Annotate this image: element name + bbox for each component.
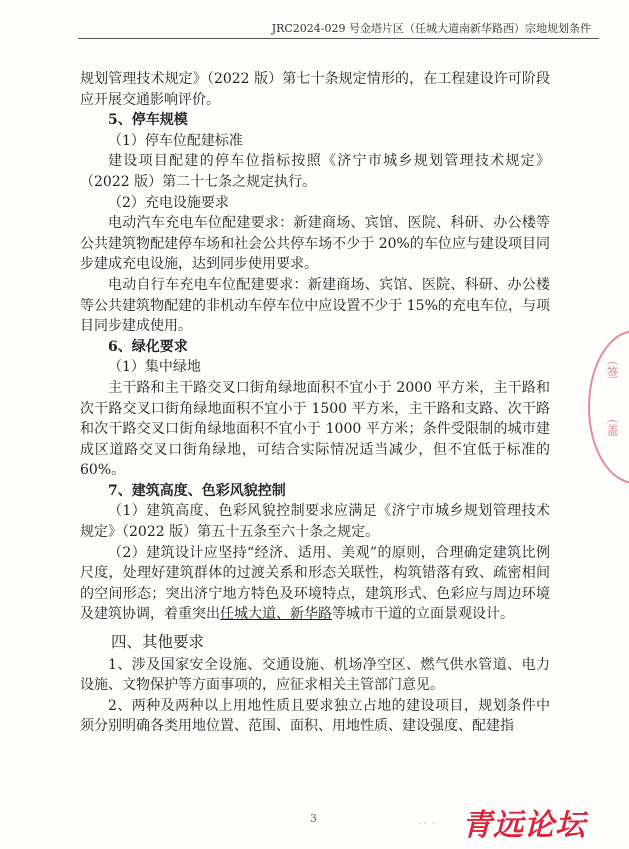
paragraph-height-color-2 — [80, 543, 550, 625]
document-body — [80, 69, 550, 737]
page-number: 3 — [310, 812, 317, 825]
section-other-requirements: 四、其他要求 — [111, 633, 205, 652]
heading-parking: 5、停车规模 — [108, 112, 188, 129]
subheading-green-space: （1）集中绿地 — [108, 359, 201, 376]
underlined-roads: 任城大道、新华路 — [220, 606, 332, 623]
stamp-text-2: （盖 — [605, 412, 619, 436]
red-seal-stamp — [588, 330, 629, 484]
heading-height-color: 7、建筑高度、色彩风貌控制 — [108, 482, 286, 499]
paragraph-height-color-2-b: 等城市干道的立面景观设计。 — [332, 606, 514, 623]
paragraph-other-1: 1、涉及国家安全设施、交通设施、机场净空区、燃气供水管道、电力设施、文物保护等方面事项的，应征求相关主管部门意见。 — [80, 656, 550, 694]
heading-greening: 6、绿化要求 — [108, 338, 188, 355]
paragraph-ebike-charging: 电动自行车充电车位配建要求：新建商场、宾馆、医院、科研、办公楼等公共建筑物配建的非机动车停车位中应设置不少于 15%的充电车位，与项目同步建成使用。 — [80, 276, 550, 335]
paragraph-other-2: 2、两种及两种以上用地性质且要求独立占地的建设项目，规划条件中须分别明确各类用地位置、范围、面积、用地性质、建设强度、配建指 — [80, 697, 550, 735]
stamp-text-1: （签 — [605, 354, 619, 378]
paragraph-height-color-2-a: （2）建筑设计应坚持“经济、适用、美观”的原则，合理确定建筑比例尺度，处理好建筑群体的过渡关系和形态关联性，构筑错落有致、疏密相间的空间形态；突出济宁地方特色及环境特点，建筑形式、色彩应与周边环境及建筑协调，着重突出 — [80, 544, 550, 623]
paragraph-height-color-1: （1）建筑高度、色彩风貌控制要求应满足《济宁市城乡规划管理技术规定》（2022 版）第五十五条至六十条之规定。 — [80, 503, 550, 541]
header-divider — [78, 38, 599, 39]
paragraph-parking-standard: 建设项目配建的停车位指标按照《济宁市城乡规划管理技术规定》（2022 版）第二十七条之规定执行。 — [80, 153, 550, 190]
paragraph-ev-charging: 电动汽车充电车位配建要求：新建商场、宾馆、医院、科研、办公楼等公共建筑物配建停车场和社会公共停车场不少于 20%的车位应与建设项目同步建成充电设施，达到同步使用要求。 — [80, 215, 550, 273]
paragraph-intro: 规划管理技术规定》（2022 版）第七十条规定情形的，在工程建设许可阶段应开展交通影响评价。 — [80, 71, 550, 108]
subheading-parking-standard: （1）停车位配建标准 — [108, 132, 243, 149]
forum-watermark-logo: 青远论坛 — [462, 808, 586, 843]
page-header: JRC2024-029 号金塔片区（任城大道南新华路西）宗地规划条件 — [271, 22, 591, 35]
paragraph-green-space: 主干路和主干路交叉口街角绿地面积不宜小于 2000 平方米，主干路和次干路交叉口街角绿地面积不宜小于 1500 平方米，主干路和支路、次干路和次干路交叉口街角绿地面积不宜小于 1000 平方米；条件受限制的城市建成区道路交叉口街角绿地，可结合实际情况适当减少，但不宜低于标准的 60%。 — [80, 379, 550, 479]
subheading-charging: （2）充电设施要求 — [108, 194, 229, 211]
watermark-dots: ·· · — [418, 816, 436, 832]
